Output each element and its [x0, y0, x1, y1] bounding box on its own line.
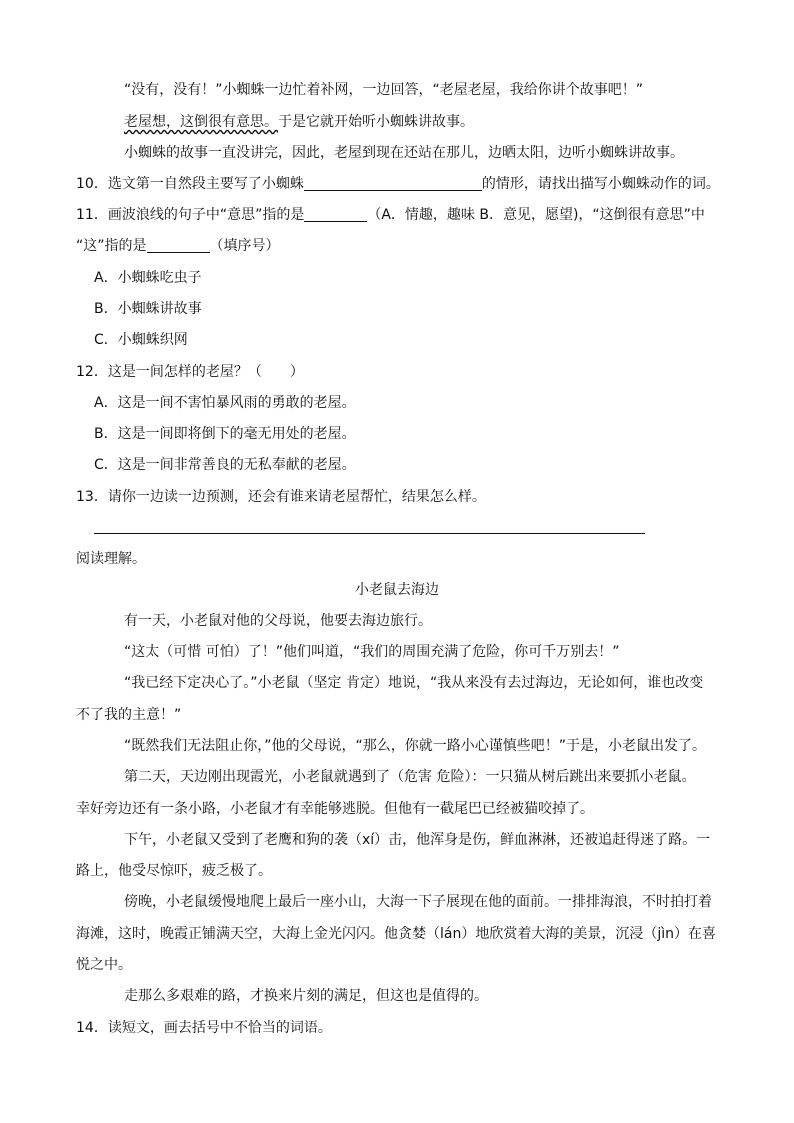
question-11-text-c: “这”指的是	[76, 238, 147, 254]
story-paragraph-8: 走那么多艰难的路，才换来片刻的满足，但这也是值得的。	[124, 988, 488, 1004]
answer-line-13[interactable]	[94, 533, 645, 534]
q12-option-b: B．这是一间即将倒下的毫无用处的老屋。	[94, 426, 356, 442]
question-11	[76, 205, 705, 225]
q12-option-a: A．这是一间不害怕暴风雨的勇敢的老屋。	[94, 395, 356, 411]
story-paragraph-2: “这太（可惜 可怕）了！”他们叫道，“我们的周围充满了危险，你可千万别去！”	[124, 644, 620, 660]
paragraph-1: “没有，没有！”小蜘蛛一边忙着补网，一边回答，“老屋老屋，我给你讲个故事吧！”	[124, 82, 644, 98]
question-10-text-a: 10．选文第一自然段主要写了小蜘蛛	[76, 176, 304, 192]
paragraph-2	[124, 112, 474, 132]
question-12: 12．这是一间怎样的老屋？（ ）	[76, 364, 304, 380]
question-14: 14．读短文，画去括号中不恰当的词语。	[76, 1020, 332, 1036]
story-title: 小老鼠去海边	[355, 582, 439, 598]
story-paragraph-7a: 傍晚，小老鼠缓慢地爬上最后一座小山，大海一下子展现在他的面前。一排排海浪，不时拍打着	[124, 894, 712, 910]
answer-blank-10[interactable]	[304, 174, 482, 191]
question-11-text-a: 11．画波浪线的句子中“意思”指的是	[76, 207, 305, 223]
wavy-sentence: 老屋想，这倒很有意思。	[124, 114, 278, 130]
question-10	[76, 174, 720, 194]
section-heading: 阅读理解。	[76, 551, 146, 567]
paragraph-3: 小蜘蛛的故事一直没讲完，因此，老屋到现在还站在那儿，边晒太阳，边听小蜘蛛讲故事。	[124, 145, 684, 161]
story-paragraph-3a: “我已经下定决心了。”小老鼠（坚定 肯定）地说，“我从来没有去过海边，无论如何，谁也改变	[124, 675, 704, 691]
story-paragraph-6a: 下午，小老鼠又受到了老鹰和狗的袭（xí）击，他浑身是伤，鲜血淋淋，还被追赶得迷了路。一	[124, 832, 711, 848]
story-paragraph-6b: 路上，他受尽惊吓，疲乏极了。	[76, 863, 272, 879]
q11-option-c: C．小蜘蛛织网	[94, 332, 188, 348]
question-11-text-d: （填序号）	[209, 238, 280, 254]
story-paragraph-1: 有一天，小老鼠对他的父母说，他要去海边旅行。	[124, 613, 432, 629]
story-paragraph-5b: 幸好旁边还有一条小路，小老鼠才有幸能够逃脱。但他有一截尾巴已经被猫咬掉了。	[76, 801, 594, 817]
question-11-text-b: （A．情趣，趣味 B．意见，愿望)，“这倒很有意思”中	[367, 207, 705, 223]
question-10-text-b: 的情形，请找出描写小蜘蛛动作的词。	[481, 176, 720, 192]
story-paragraph-7b: 海滩，这时，晚霞正铺满天空，大海上金光闪闪。他贪婪（lán）地欣赏着大海的美景，沉浸（jìn）在喜	[76, 926, 716, 942]
story-paragraph-4: “既然我们无法阻止你，”他的父母说，“那么，你就一路小心谨慎些吧！”于是，小老鼠出发了。	[124, 738, 707, 754]
paragraph-2-rest: 于是它就开始听小蜘蛛讲故事。	[278, 114, 474, 130]
answer-blank-11b[interactable]	[147, 236, 210, 253]
story-paragraph-5a: 第二天，天边刚出现霞光，小老鼠就遇到了（危害 危险）：一只猫从树后跳出来要抓小老鼠。	[124, 769, 696, 785]
question-13: 13．请你一边读一边预测，还会有谁来请老屋帮忙，结果怎么样。	[76, 489, 486, 505]
q12-option-c: C．这是一间非常善良的无私奉献的老屋。	[94, 457, 356, 473]
q11-option-b: B．小蜘蛛讲故事	[94, 301, 202, 317]
question-11-cont	[76, 236, 280, 256]
answer-blank-11a[interactable]	[304, 205, 367, 222]
q11-option-a: A．小蜘蛛吃虫子	[94, 270, 202, 286]
story-paragraph-3b: 不了我的主意！”	[76, 707, 182, 723]
story-paragraph-7c: 悦之中。	[76, 957, 132, 973]
